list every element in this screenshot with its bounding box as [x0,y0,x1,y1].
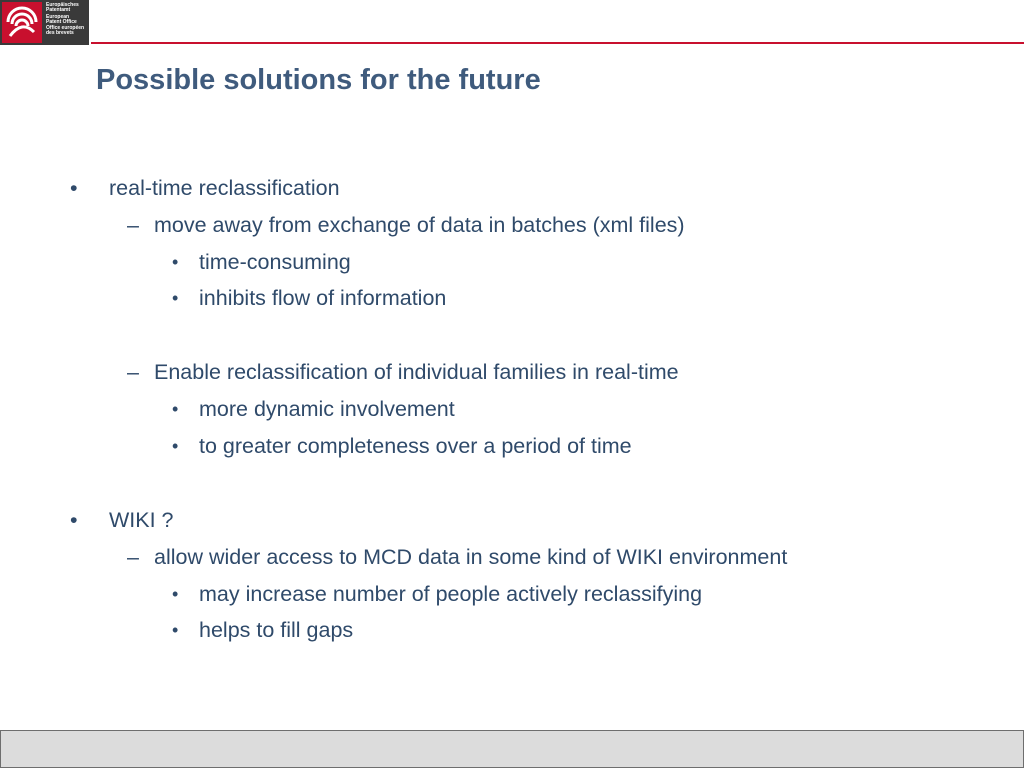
logo-line: Office européen [46,25,85,32]
slide-title: Possible solutions for the future [96,64,541,96]
epo-logo-mark [2,2,42,43]
footer-bar [0,730,1024,768]
bullet-marker: • [172,620,179,640]
dash-marker: – [127,545,139,569]
dash-marker: – [127,213,139,237]
bullet-marker: • [172,584,179,604]
logo-line: des brevets [46,30,74,37]
bullet-marker: • [172,399,179,419]
bullet-level3: helps to fill gaps [199,618,354,642]
bullet-level3: to greater completeness over a period of time [199,434,632,458]
bullet-marker: • [70,176,78,200]
epo-logo-text [46,3,88,38]
bullet-level1: WIKI ? [109,508,174,532]
bullet-level2: Enable reclassification of individual families in real-time [154,360,679,384]
logo-line: Patentamt [46,7,71,14]
logo-line: Patent Office [46,18,77,25]
header-rule [91,42,1024,44]
logo-line: Europäisches [46,2,79,8]
bullet-marker: • [172,252,179,272]
bullet-level3: inhibits flow of information [199,286,447,310]
bullet-level2: allow wider access to MCD data in some kind of WIKI environment [154,545,788,569]
bullet-level3: time-consuming [199,250,351,274]
bullet-level3: more dynamic involvement [199,397,455,421]
bullet-marker: • [172,288,179,308]
bullet-marker: • [172,436,179,456]
bullet-level3: may increase number of people actively reclassifying [199,582,703,606]
epo-logo [0,0,89,45]
epo-swirl-icon [2,2,42,43]
logo-line: European [46,13,70,20]
bullet-level2: move away from exchange of data in batches (xml files) [154,213,685,237]
bullet-level1: real-time reclassification [109,176,340,200]
bullet-marker: • [70,508,78,532]
dash-marker: – [127,360,139,384]
